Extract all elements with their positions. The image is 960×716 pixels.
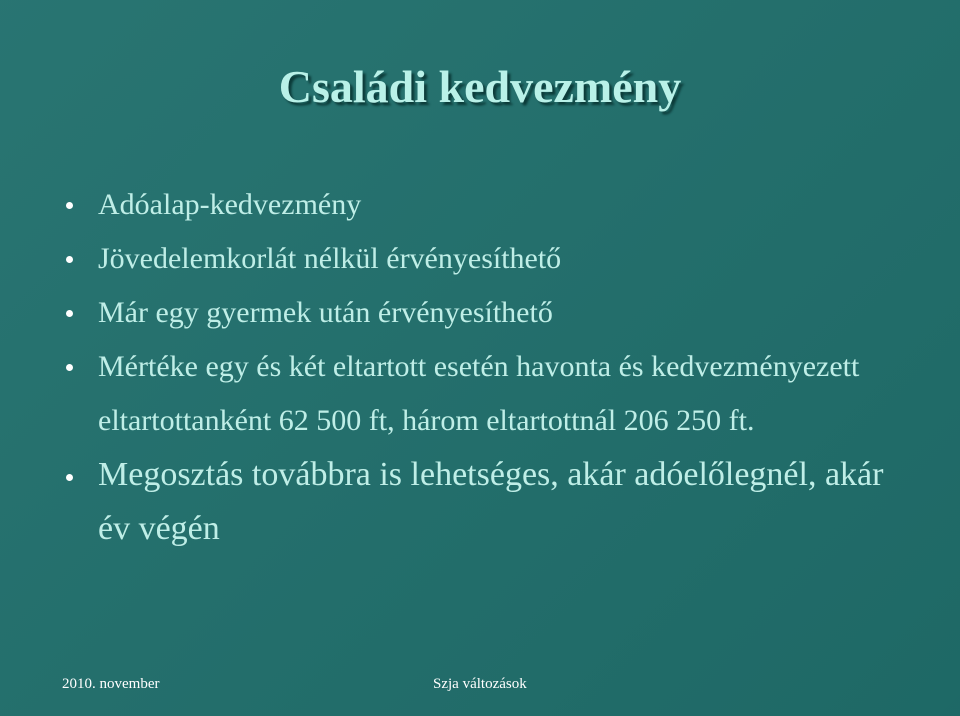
bullet-text: Jövedelemkorlát nélkül érvényesíthető [98,242,562,275]
bullet-dot-icon [66,256,73,263]
slide-title: Családi kedvezmény [278,61,682,112]
bullet-text: Mértéke egy és két eltartott esetén havonta és kedvezményezett eltartottanként 62 500 ft, három eltartottnál 206 250 ft. [98,350,860,437]
bullet-item [62,232,922,286]
bullet-item [62,178,922,232]
bullet-dot-icon [66,310,73,317]
bullet-dot-icon [66,202,73,209]
bullet-text: Megosztás továbbra is lehetséges, akár adóelőlegnél, akár év végén [98,456,884,547]
bullet-text: Már egy gyermek után érvényesíthető [98,296,553,329]
bullet-item [62,340,922,448]
bullet-dot-icon [66,364,73,371]
footer-date: 2010. november [62,676,160,692]
bullet-list [62,178,922,556]
bullet-item [62,448,922,556]
footer-topic: Szja változások [433,676,527,692]
bullet-text: Adóalap-kedvezmény [98,188,362,221]
bullet-dot-icon [66,474,73,481]
bullet-item [62,286,922,340]
